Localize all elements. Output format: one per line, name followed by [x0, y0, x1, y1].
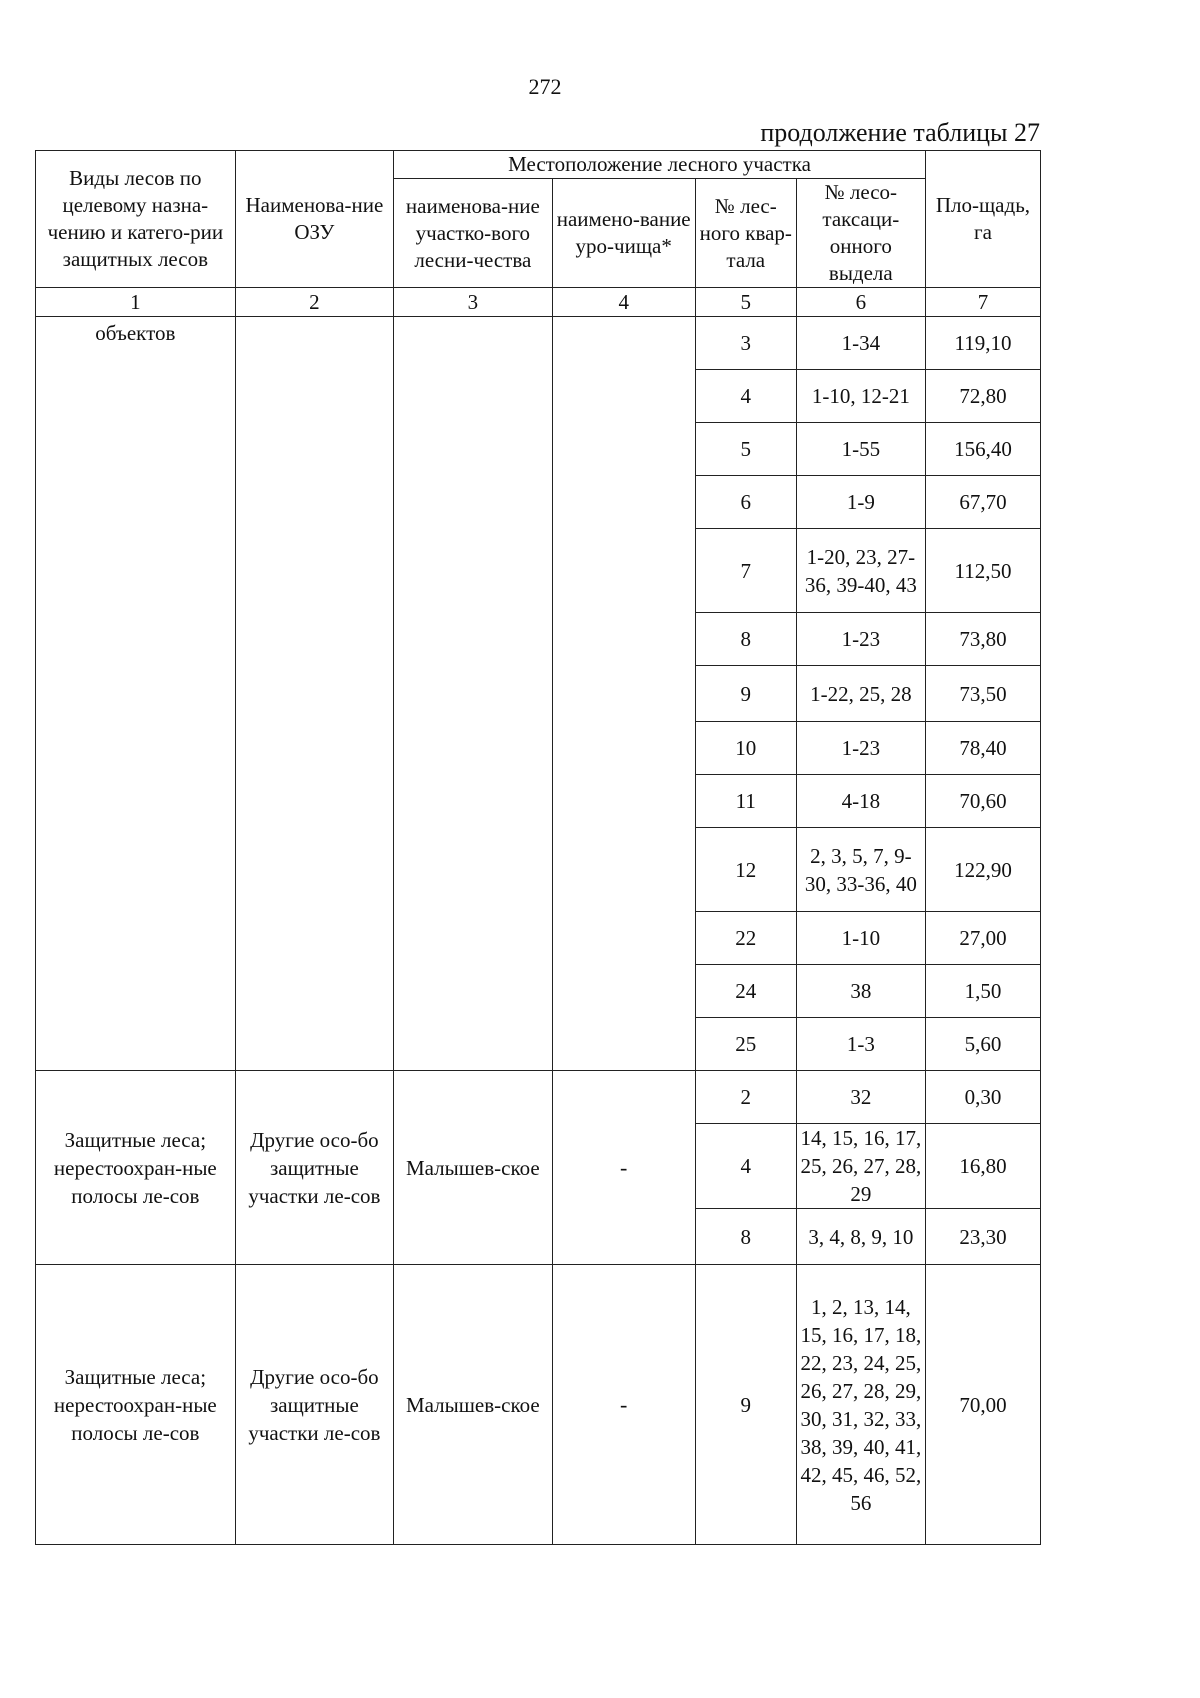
area-cell: 16,80: [925, 1124, 1040, 1209]
table-row: [36, 1265, 1041, 1545]
area-cell: 67,70: [925, 476, 1040, 529]
plots-cell: 1, 2, 13, 14, 15, 16, 17, 18, 22, 23, 24, 25, 26, 27, 28, 29, 30, 31, 32, 33, 38, 39, 40, 41, 42, 45, 46, 52, 56: [796, 1265, 925, 1545]
column-number: 7: [925, 288, 1040, 317]
area-cell: 72,80: [925, 370, 1040, 423]
area-cell: 119,10: [925, 317, 1040, 370]
plots-cell: 1-10, 12-21: [796, 370, 925, 423]
plots-cell: 1-3: [796, 1018, 925, 1071]
forestry-cell: Малышев-ское: [394, 1071, 552, 1265]
column-number: 1: [36, 288, 236, 317]
area-cell: 112,50: [925, 529, 1040, 613]
area-cell: 122,90: [925, 828, 1040, 912]
plots-cell: 1-9: [796, 476, 925, 529]
area-cell: 73,80: [925, 613, 1040, 666]
continuation-label: продолжение таблицы 27: [760, 118, 1040, 147]
quarter-cell: 6: [695, 476, 796, 529]
area-cell: 70,00: [925, 1265, 1040, 1545]
plots-cell: 1-23: [796, 613, 925, 666]
quarter-cell: 3: [695, 317, 796, 370]
header-quarter-number: № лес-ного квар-тала: [695, 179, 796, 288]
quarter-cell: 9: [695, 666, 796, 722]
area-cell: 27,00: [925, 912, 1040, 965]
tract-cell: -: [552, 1265, 695, 1545]
ozu-cell: Другие осо-бо защитные участки ле-сов: [235, 1071, 393, 1265]
forestry-cell: Малышев-ское: [394, 1265, 552, 1545]
quarter-cell: 2: [695, 1071, 796, 1124]
page-number: 272: [528, 74, 562, 99]
quarter-cell: 12: [695, 828, 796, 912]
area-cell: 156,40: [925, 423, 1040, 476]
area-cell: 23,30: [925, 1209, 1040, 1265]
forestry-cell: [394, 317, 552, 1071]
plots-cell: 32: [796, 1071, 925, 1124]
quarter-cell: 4: [695, 370, 796, 423]
tract-cell: [552, 317, 695, 1071]
column-number: 3: [394, 288, 552, 317]
area-cell: 78,40: [925, 722, 1040, 775]
plots-cell: 14, 15, 16, 17, 25, 26, 27, 28, 29: [796, 1124, 925, 1209]
ozu-cell: Другие осо-бо защитные участки ле-сов: [235, 1265, 393, 1545]
quarter-cell: 10: [695, 722, 796, 775]
area-cell: 73,50: [925, 666, 1040, 722]
column-number: 6: [796, 288, 925, 317]
quarter-cell: 8: [695, 1209, 796, 1265]
quarter-cell: 24: [695, 965, 796, 1018]
table-row: [36, 1071, 1041, 1124]
forest-table: [35, 150, 1041, 1545]
forest-category-cell: Защитные леса; нерестоохран-ные полосы ле-сов: [36, 1265, 236, 1545]
area-cell: 0,30: [925, 1071, 1040, 1124]
quarter-cell: 22: [695, 912, 796, 965]
plots-cell: 1-10: [796, 912, 925, 965]
header-tract-name: наимено-вание уро-чища*: [552, 179, 695, 288]
quarter-cell: 25: [695, 1018, 796, 1071]
plots-cell: 38: [796, 965, 925, 1018]
plots-cell: 4-18: [796, 775, 925, 828]
forest-category-cell: Защитные леса; нерестоохран-ные полосы ле-сов: [36, 1071, 236, 1265]
quarter-cell: 5: [695, 423, 796, 476]
plots-cell: 1-20, 23, 27-36, 39-40, 43: [796, 529, 925, 613]
plots-cell: 1-34: [796, 317, 925, 370]
table-row: [36, 317, 1041, 370]
plots-cell: 2, 3, 5, 7, 9-30, 33-36, 40: [796, 828, 925, 912]
quarter-cell: 11: [695, 775, 796, 828]
column-number: 4: [552, 288, 695, 317]
column-number: 2: [235, 288, 393, 317]
plots-cell: 3, 4, 8, 9, 10: [796, 1209, 925, 1265]
quarter-cell: 4: [695, 1124, 796, 1209]
quarter-cell: 9: [695, 1265, 796, 1545]
area-cell: 70,60: [925, 775, 1040, 828]
header-forest-type: Виды лесов по целевому назна-чению и катего-рии защитных лесов: [36, 151, 236, 288]
forest-category-cell: объектов: [36, 317, 236, 1071]
ozu-cell: [235, 317, 393, 1071]
tract-cell: -: [552, 1071, 695, 1265]
area-cell: 5,60: [925, 1018, 1040, 1071]
plots-cell: 1-55: [796, 423, 925, 476]
header-area: Пло-щадь, га: [925, 151, 1040, 288]
header-plot-number: № лесо-таксаци-онного выдела: [796, 179, 925, 288]
header-ozu-name: Наименова-ние ОЗУ: [235, 151, 393, 288]
area-cell: 1,50: [925, 965, 1040, 1018]
plots-cell: 1-23: [796, 722, 925, 775]
column-number: 5: [695, 288, 796, 317]
quarter-cell: 8: [695, 613, 796, 666]
header-forestry-name: наименова-ние участко-вого лесни-чества: [394, 179, 552, 288]
quarter-cell: 7: [695, 529, 796, 613]
header-location-group: Местоположение лесного участка: [394, 151, 926, 179]
plots-cell: 1-22, 25, 28: [796, 666, 925, 722]
